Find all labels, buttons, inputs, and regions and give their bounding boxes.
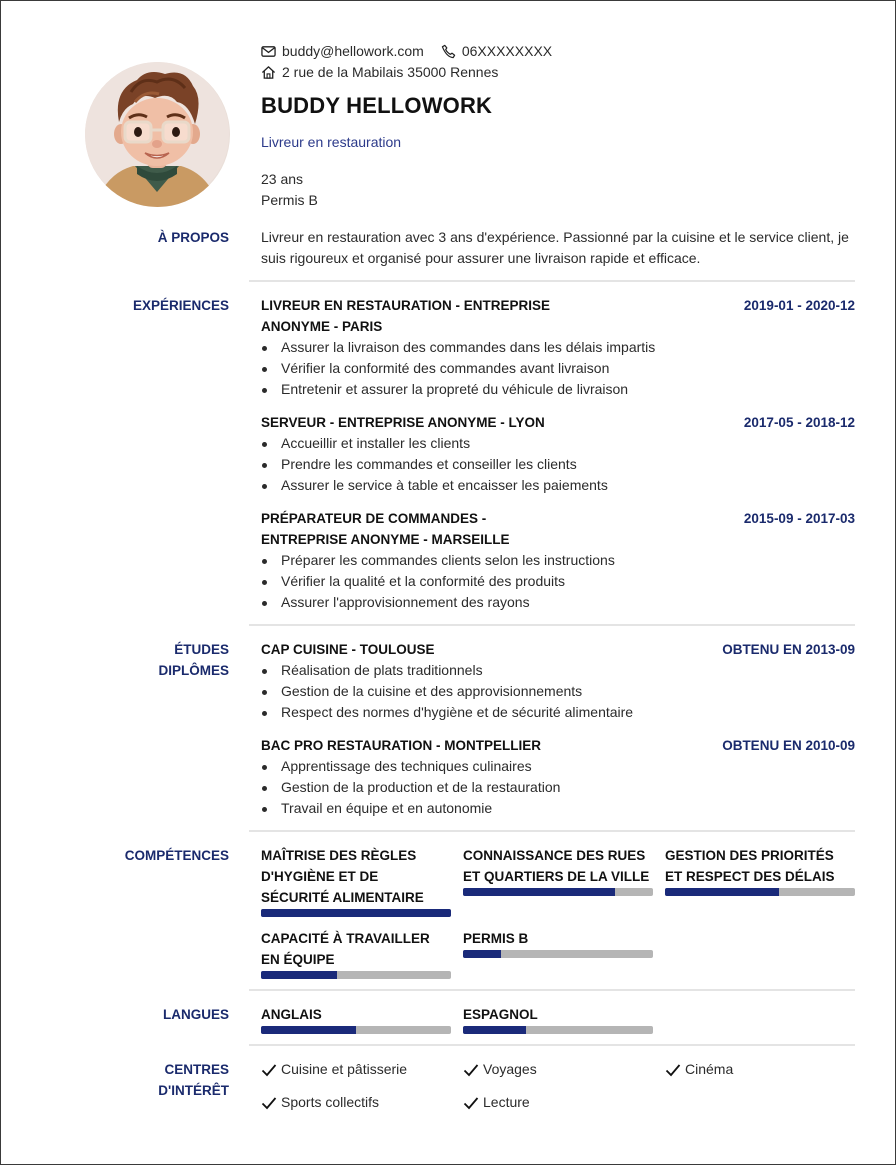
job-title: Livreur en restauration [261,134,402,150]
skill-label-line: D'HYGIÈNE ET DE [261,869,379,884]
mail-icon [261,44,276,59]
skill-label-line: SÉCURITÉ ALIMENTAIRE [261,890,424,905]
skill-label-line: ET RESPECT DES DÉLAIS [665,869,835,884]
skill-level-bar [261,909,451,917]
section-label-languages: LANGUES [162,1007,229,1022]
check-icon [463,1063,479,1077]
divider [249,830,855,832]
skill-level-bar [261,971,451,979]
experience-title-line: PRÉPARATEUR DE COMMANDES - [261,511,487,526]
interest-item [261,1059,407,1080]
experience-date: 2019-01 - 2020-12 [743,298,855,313]
interest-item [463,1092,530,1113]
interest-item [261,1092,379,1113]
age-text: 23 ans [261,171,304,187]
section-label-line: DIPLÔMES [158,663,229,678]
language-level-fill [463,1026,526,1034]
skill-level-bar [463,888,653,896]
list-item: Assurer le service à table et encaisser les paiements [261,475,608,496]
check-icon [463,1096,479,1110]
avatar-illustration [85,62,230,207]
phone-icon [441,44,456,59]
skill-level-fill [463,888,615,896]
section-label-line: D'INTÉRÊT [158,1083,229,1098]
skill-level-fill [463,950,501,958]
skill-item [463,845,653,896]
skill-label-line: ET QUARTIERS DE LA VILLE [463,869,650,884]
section-label-skills: COMPÉTENCES [124,848,229,863]
experience-bullets [261,550,615,613]
list-item: Prendre les commandes et conseiller les clients [261,454,608,475]
interest-label: Voyages [483,1061,537,1077]
skill-level-fill [665,888,779,896]
address-row [261,64,498,80]
education-title: BAC PRO RESTAURATION - MONTPELLIER [261,738,541,753]
experience-title-line: ANONYME - PARIS [261,319,383,334]
experience-title-line: SERVEUR - ENTREPRISE ANONYME - LYON [261,415,545,430]
experience-bullets [261,337,655,400]
list-item: Apprentissage des techniques culinaires [261,756,560,777]
list-item: Entretenir et assurer la propreté du véhicule de livraison [261,379,655,400]
skill-item [665,845,855,896]
language-item [261,1004,451,1034]
skill-level-bar [463,950,653,958]
license-text: Permis B [261,192,318,208]
skill-label-line: EN ÉQUIPE [261,952,335,967]
language-name: ANGLAIS [261,1007,322,1022]
list-item: Assurer la livraison des commandes dans les délais impartis [261,337,655,358]
list-item: Accueillir et installer les clients [261,433,608,454]
education-date: OBTENU EN 2010-09 [722,738,855,753]
section-label-education [158,639,229,681]
skill-level-bar [665,888,855,896]
skill-level-fill [261,909,451,917]
language-level-fill [261,1026,356,1034]
list-item: Travail en équipe et en autonomie [261,798,560,819]
check-icon [261,1096,277,1110]
list-item: Vérifier la conformité des commandes avant livraison [261,358,655,379]
skill-item [463,928,653,958]
list-item: Respect des normes d'hygiène et de sécurité alimentaire [261,702,633,723]
interest-label: Lecture [483,1094,530,1110]
experience-title-line: LIVREUR EN RESTAURATION - ENTREPRISE [261,298,551,313]
education-date: OBTENU EN 2013-09 [722,642,855,657]
education-bullets [261,756,560,819]
phone-text[interactable]: 06XXXXXXXX [461,43,553,59]
candidate-name: BUDDY HELLOWORK [261,93,493,118]
avatar [85,62,230,207]
language-name: ESPAGNOL [463,1007,538,1022]
section-label-interests [158,1059,229,1101]
check-icon [665,1063,681,1077]
interest-label: Cinéma [685,1061,734,1077]
list-item: Gestion de la cuisine et des approvisionnements [261,681,633,702]
section-label-about: À PROPOS [157,230,229,245]
experience-date: 2017-05 - 2018-12 [743,415,855,430]
education-bullets [261,660,633,723]
education-title: CAP CUISINE - TOULOUSE [261,642,435,657]
language-level-bar [463,1026,653,1034]
section-label-experiences: EXPÉRIENCES [132,298,229,313]
language-level-bar [261,1026,451,1034]
list-item: Préparer les commandes clients selon les instructions [261,550,615,571]
experience-date: 2015-09 - 2017-03 [743,511,855,526]
experience-bullets [261,433,608,496]
skill-label-line: CAPACITÉ À TRAVAILLER [261,931,430,946]
language-item [463,1004,653,1034]
skill-label-line: GESTION DES PRIORITÉS [665,848,834,863]
list-item: Assurer l'approvisionnement des rayons [261,592,615,613]
about-text: Livreur en restauration avec 3 ans d'expérience. Passionné par la cuisine et le service client, je suis rigoureux et organisé pour assurer une livraison rapide et efficace. [261,229,849,266]
list-item: Vérifier la qualité et la conformité des produits [261,571,615,592]
check-icon [261,1063,277,1077]
divider [249,280,855,282]
skill-label-line: CONNAISSANCE DES RUES [463,848,646,863]
interest-label: Sports collectifs [281,1094,380,1110]
list-item: Réalisation de plats traditionnels [261,660,633,681]
contact-row [261,43,552,59]
skill-label-line: MAÎTRISE DES RÈGLES [261,848,417,863]
section-label-line: ÉTUDES [174,642,229,657]
section-label-line: CENTRES [164,1062,229,1077]
divider [249,989,855,991]
interest-item [463,1059,537,1080]
skill-item [261,845,451,917]
interest-item [665,1059,733,1080]
skill-label-line: PERMIS B [463,931,529,946]
email-text[interactable]: buddy@hellowork.com [282,43,424,59]
divider [249,624,855,626]
skill-item [261,928,451,979]
interest-label: Cuisine et pâtisserie [281,1061,408,1077]
home-icon [261,65,276,80]
experience-title-line: ENTREPRISE ANONYME - MARSEILLE [261,532,510,547]
divider [249,1044,855,1046]
skill-level-fill [261,971,337,979]
address-text: 2 rue de la Mabilais 35000 Rennes [282,64,499,80]
list-item: Gestion de la production et de la restauration [261,777,560,798]
